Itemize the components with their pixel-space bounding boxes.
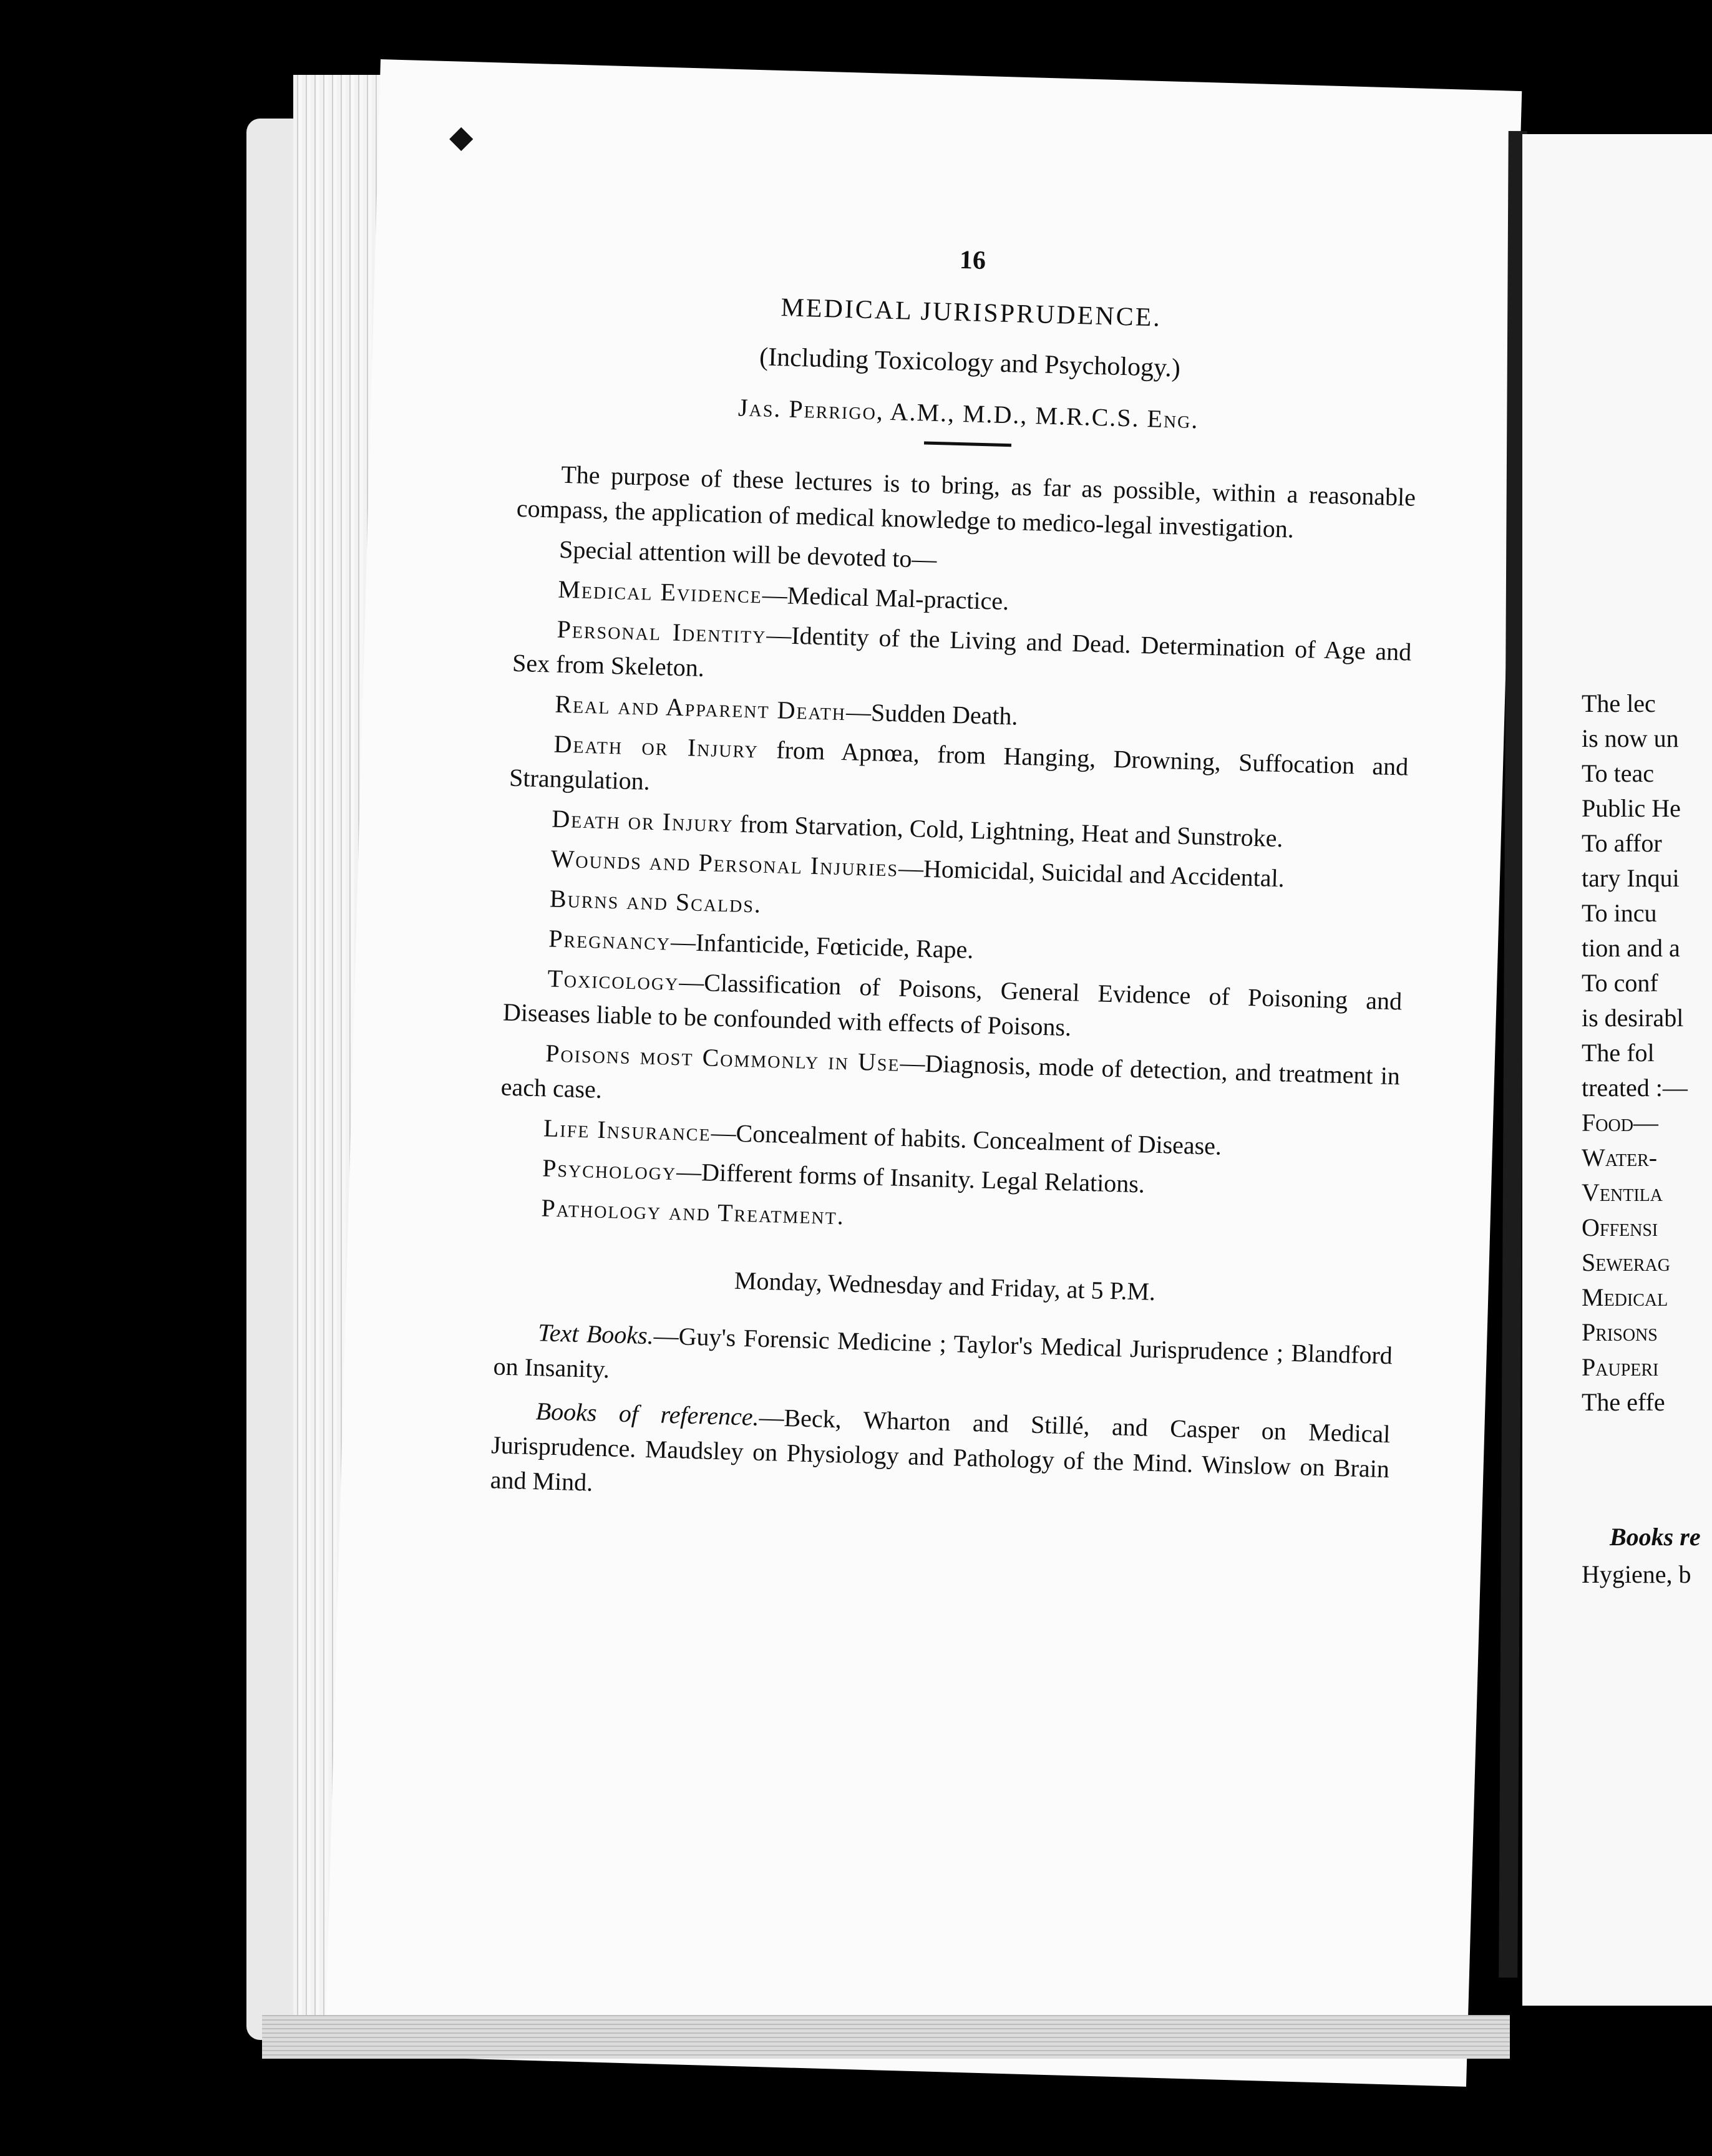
right-page-line: Pauperi [1582, 1353, 1659, 1381]
topic-heading: Real and Apparent Death [554, 689, 847, 726]
right-page-line: To incu [1582, 899, 1657, 927]
topic-heading: Personal Identity [557, 614, 767, 649]
topic-text: from Apnœa, from Hanging, Drowning, Suffocation and Strangulation. [508, 735, 1409, 795]
text-books-label: Text Books. [537, 1318, 654, 1350]
topic-heading: Life Insurance [543, 1114, 712, 1147]
topic-heading: Pathology and Treatment. [541, 1193, 845, 1230]
page-number: 16 [959, 245, 986, 276]
page-title: MEDICAL JURISPRUDENCE. [780, 293, 1162, 333]
text-books-list: —Guy's Forensic Medicine ; Taylor's Medical Jurisprudence ; Blandford on Insanity. [493, 1321, 1393, 1384]
topic-heading: Medical Evidence [557, 575, 763, 609]
reference-books-paragraph [490, 1392, 1391, 1522]
right-page-line: Ventila [1582, 1178, 1663, 1207]
right-page-line: Offensi [1582, 1213, 1658, 1241]
topic-text: —Identity of the Living and Dead. Determination of Age and Sex from Skeleton. [512, 620, 1412, 682]
topic-text: —Medical Mal-practice. [762, 580, 1009, 616]
special-attention-line: Special attention will be devoted to— [558, 535, 938, 574]
page-subtitle: (Including Toxicology and Psychology.) [759, 342, 1181, 383]
topic-text: —Different forms of Insanity. Legal Relations. [676, 1157, 1145, 1198]
topic-heading: Death or Injury [551, 804, 734, 838]
topic-text: from Starvation, Cold, Lightning, Heat and Sunstroke. [733, 809, 1284, 853]
topic-heading: Toxicology [547, 964, 680, 996]
topic-text: —Sudden Death. [845, 697, 1019, 731]
right-page-line: To conf [1582, 969, 1658, 997]
divider-rule [924, 441, 1011, 447]
right-page-line: The effe [1582, 1388, 1665, 1416]
right-page-line: treated :— [1582, 1074, 1688, 1102]
topic-heading: Burns and Scalds. [549, 884, 762, 918]
topic-text: —Diagnosis, mode of detection, and treatment in each case. [500, 1048, 1401, 1104]
text-books-paragraph [493, 1314, 1393, 1408]
author-line: Jas. Perrigo, A.M., M.D., M.R.C.S. Eng. [737, 393, 1200, 434]
reference-books-list: —Beck, Wharton and Stillé, and Casper on Medical Jurisprudence. Maudsley on Physiology and Pathology of the Mind. Winslow on Brain and Mind. [490, 1402, 1391, 1497]
right-page-line: Prisons [1582, 1318, 1658, 1346]
topic-heading: Poisons most Commonly in Use [545, 1039, 901, 1077]
right-page-line: Water- [1582, 1144, 1658, 1172]
bottom-page-edges [262, 2015, 1510, 2059]
right-page-line: To teac [1582, 759, 1655, 787]
intro-paragraph: The purpose of these lectures is to bring, as far as possible, within a reasonable compass, the application of medical knowledge to medico-legal investigation. [516, 460, 1416, 543]
right-page-line: To affor [1582, 829, 1662, 857]
right-page-line: tary Inqui [1582, 864, 1680, 892]
left-page-text [490, 231, 1423, 1527]
right-page-line: The lec [1582, 689, 1656, 717]
right-page-line: Food— [1582, 1109, 1658, 1137]
ink-mark: ◆ [449, 119, 474, 154]
right-page-line: tion and a [1582, 934, 1680, 962]
topic-heading: Pregnancy [548, 924, 671, 956]
topic-heading: Wounds and Personal Injuries [550, 844, 899, 882]
right-page-line: Sewerag [1582, 1248, 1670, 1276]
topic-text: —Homicidal, Suicidal and Accidental. [898, 853, 1285, 893]
right-page-line: is desirabl [1582, 1004, 1684, 1032]
right-books-fragment: Books re [1610, 1523, 1701, 1551]
right-page-line: Medical [1582, 1283, 1668, 1311]
right-page-fragments [1582, 686, 1712, 1420]
topic-text: —Infanticide, Fœticide, Rape. [670, 927, 974, 964]
right-page-line: The fol [1582, 1039, 1655, 1067]
right-page-line: Public He [1582, 794, 1681, 822]
lecture-schedule: Monday, Wednesday and Friday, at 5 P.M. [734, 1266, 1156, 1306]
topic-heading: Psychology [542, 1153, 677, 1186]
topic-text: —Concealment of habits. Concealment of Disease. [711, 1118, 1222, 1160]
topic-text: —Classification of Poisons, General Evidence of Poisoning and Diseases liable to be confounded with effects of Poisons. [502, 968, 1403, 1042]
right-page-line: is now un [1582, 724, 1679, 752]
topic-heading: Death or Injury [553, 729, 759, 764]
right-hygiene-fragment: Hygiene, b [1582, 1560, 1691, 1588]
reference-books-label: Books of reference. [535, 1397, 760, 1431]
